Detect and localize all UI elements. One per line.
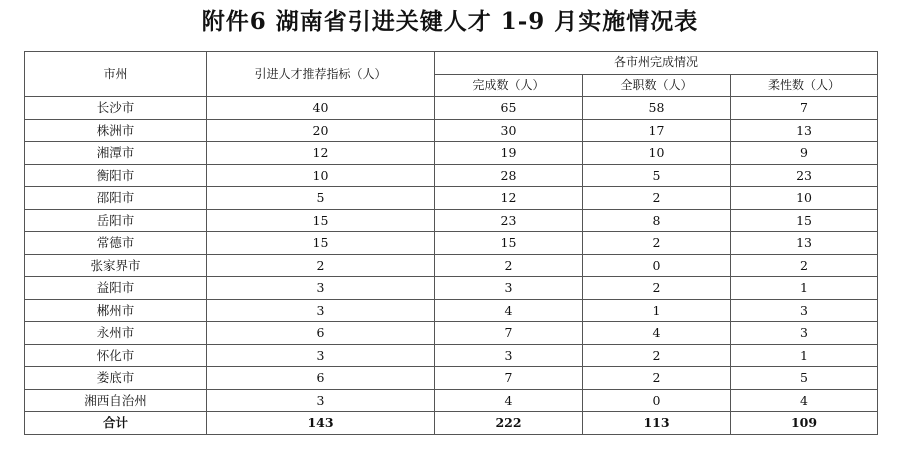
cell-fulltime: 0 — [583, 389, 731, 412]
cell-target: 6 — [207, 367, 435, 390]
cell-completed: 3 — [435, 277, 583, 300]
cell-flexible: 1 — [731, 344, 878, 367]
cell-fulltime: 10 — [583, 142, 731, 165]
header-target: 引进人才推荐指标（人） — [207, 52, 435, 97]
cell-fulltime: 1 — [583, 299, 731, 322]
cell-completed: 2 — [435, 254, 583, 277]
cell-completed: 4 — [435, 389, 583, 412]
cell-city: 邵阳市 — [25, 187, 207, 210]
cell-city: 衡阳市 — [25, 164, 207, 187]
header-completed: 完成数（人） — [435, 74, 583, 97]
cell-completed: 7 — [435, 367, 583, 390]
cell-target: 3 — [207, 277, 435, 300]
cell-flexible: 23 — [731, 164, 878, 187]
cell-city: 湘潭市 — [25, 142, 207, 165]
cell-fulltime: 8 — [583, 209, 731, 232]
cell-flexible: 1 — [731, 277, 878, 300]
table-row — [25, 367, 878, 390]
cell-fulltime: 58 — [583, 97, 731, 120]
cell-fulltime: 4 — [583, 322, 731, 345]
table-row — [25, 232, 878, 255]
cell-city: 郴州市 — [25, 299, 207, 322]
cell-completed: 65 — [435, 97, 583, 120]
cell-target: 6 — [207, 322, 435, 345]
table-row — [25, 277, 878, 300]
cell-fulltime: 2 — [583, 187, 731, 210]
cell-flexible: 9 — [731, 142, 878, 165]
cell-target: 40 — [207, 97, 435, 120]
table-row — [25, 142, 878, 165]
cell-flexible: 15 — [731, 209, 878, 232]
header-row-1 — [25, 52, 878, 75]
table-row — [25, 344, 878, 367]
talent-table — [24, 51, 878, 435]
cell-city: 湘西自治州 — [25, 389, 207, 412]
table-row — [25, 164, 878, 187]
cell-flexible: 7 — [731, 97, 878, 120]
cell-flexible: 13 — [731, 119, 878, 142]
table-row — [25, 299, 878, 322]
cell-flexible: 4 — [731, 389, 878, 412]
cell-fulltime: 0 — [583, 254, 731, 277]
cell-fulltime: 2 — [583, 277, 731, 300]
cell-completed: 3 — [435, 344, 583, 367]
cell-city: 张家界市 — [25, 254, 207, 277]
cell-target: 20 — [207, 119, 435, 142]
cell-completed: 12 — [435, 187, 583, 210]
cell-flexible: 3 — [731, 299, 878, 322]
table-row — [25, 119, 878, 142]
cell-target: 12 — [207, 142, 435, 165]
cell-target: 3 — [207, 389, 435, 412]
total-row — [25, 412, 878, 435]
cell-city: 常德市 — [25, 232, 207, 255]
total-fulltime: 113 — [583, 412, 731, 435]
cell-target: 10 — [207, 164, 435, 187]
header-fulltime: 全职数（人） — [583, 74, 731, 97]
cell-completed: 7 — [435, 322, 583, 345]
cell-target: 15 — [207, 232, 435, 255]
table-row — [25, 187, 878, 210]
cell-completed: 15 — [435, 232, 583, 255]
cell-flexible: 10 — [731, 187, 878, 210]
header-flexible: 柔性数（人） — [731, 74, 878, 97]
cell-city: 岳阳市 — [25, 209, 207, 232]
cell-completed: 30 — [435, 119, 583, 142]
cell-target: 15 — [207, 209, 435, 232]
table-row — [25, 97, 878, 120]
cell-city: 娄底市 — [25, 367, 207, 390]
table-row — [25, 254, 878, 277]
table-row — [25, 389, 878, 412]
total-target: 143 — [207, 412, 435, 435]
header-group: 各市州完成情况 — [435, 52, 878, 75]
total-flexible: 109 — [731, 412, 878, 435]
cell-city: 益阳市 — [25, 277, 207, 300]
cell-city: 永州市 — [25, 322, 207, 345]
table-row — [25, 322, 878, 345]
page-title: 附件6 湖南省引进关键人才 1-9 月实施情况表 — [201, 8, 699, 35]
total-city: 合计 — [25, 412, 207, 435]
table-row — [25, 209, 878, 232]
cell-city: 株洲市 — [25, 119, 207, 142]
cell-fulltime: 2 — [583, 232, 731, 255]
total-completed: 222 — [435, 412, 583, 435]
cell-fulltime: 2 — [583, 344, 731, 367]
cell-flexible: 13 — [731, 232, 878, 255]
cell-flexible: 3 — [731, 322, 878, 345]
cell-target: 3 — [207, 344, 435, 367]
cell-flexible: 5 — [731, 367, 878, 390]
cell-city: 长沙市 — [25, 97, 207, 120]
cell-completed: 19 — [435, 142, 583, 165]
cell-city: 怀化市 — [25, 344, 207, 367]
header-city: 市州 — [25, 52, 207, 97]
cell-completed: 28 — [435, 164, 583, 187]
cell-target: 2 — [207, 254, 435, 277]
cell-target: 5 — [207, 187, 435, 210]
cell-fulltime: 17 — [583, 119, 731, 142]
cell-fulltime: 2 — [583, 367, 731, 390]
cell-completed: 23 — [435, 209, 583, 232]
cell-completed: 4 — [435, 299, 583, 322]
cell-fulltime: 5 — [583, 164, 731, 187]
cell-flexible: 2 — [731, 254, 878, 277]
cell-target: 3 — [207, 299, 435, 322]
